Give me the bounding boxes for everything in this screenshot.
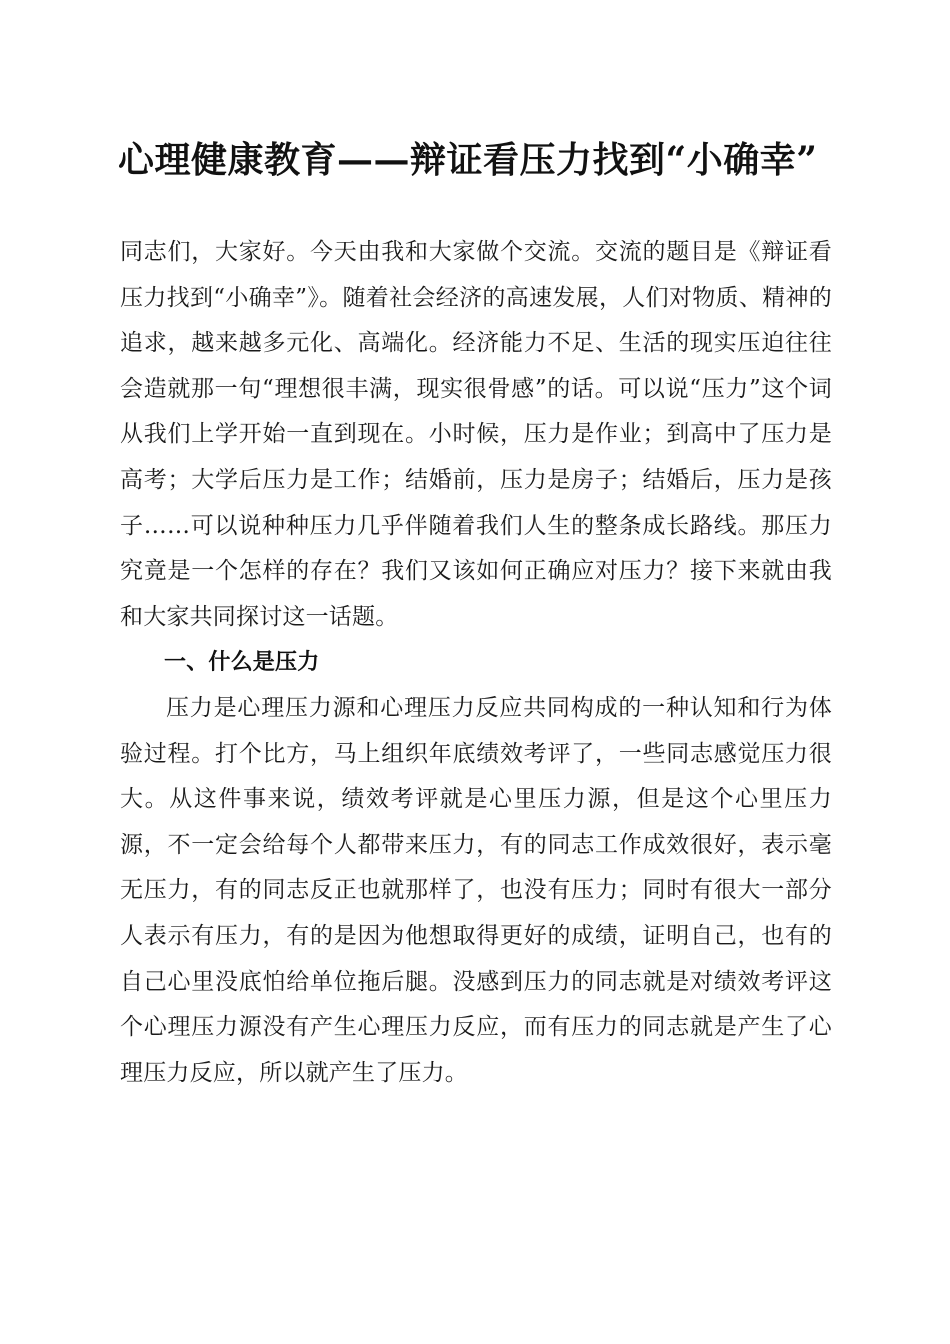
section-heading-what-is-stress: 一、什么是压力 <box>164 650 320 676</box>
document-title: 心理健康教育——辩证看压力找到“小确幸” <box>118 139 818 181</box>
document-body <box>120 230 832 1096</box>
intro-paragraph: 同志们，大家好。今天由我和大家做个交流。交流的题目是《辩证看压力找到“小确幸”》。随着社会经济的高速发展，人们对物质、精神的追求，越来越多元化、高端化。经济能力不足、生活的现实压迫往往会造就那一句“理想很丰满，现实很骨感”的话。可以说“压力”这个词从我们上学开始一直到现在。小时候，压力是作业；到高中了压力是高考；大学后压力是工作；结婚前，压力是房子；结婚后，压力是孩子……可以说种种压力几乎伴随着我们人生的整条成长路线。那压力究竟是一个怎样的存在？我们又该如何正确应对压力？接下来就由我和大家共同探讨这一话题。 <box>120 239 832 630</box>
section-1-paragraph: 压力是心理压力源和心理压力反应共同构成的一种认知和行为体验过程。打个比方，马上组织年底绩效考评了，一些同志感觉压力很大。从这件事来说，绩效考评就是心里压力源，但是这个心里压力源，不一定会给每个人都带来压力，有的同志工作成效很好，表示毫无压力，有的同志反正也就那样了，也没有压力；同时有很大一部分人表示有压力，有的是因为他想取得更好的成绩，证明自己，也有的自己心里没底怕给单位拖后腿。没感到压力的同志就是对绩效考评这个心理压力源没有产生心理压力反应，而有压力的同志就是产生了心理压力反应，所以就产生了压力。 <box>120 694 832 1086</box>
